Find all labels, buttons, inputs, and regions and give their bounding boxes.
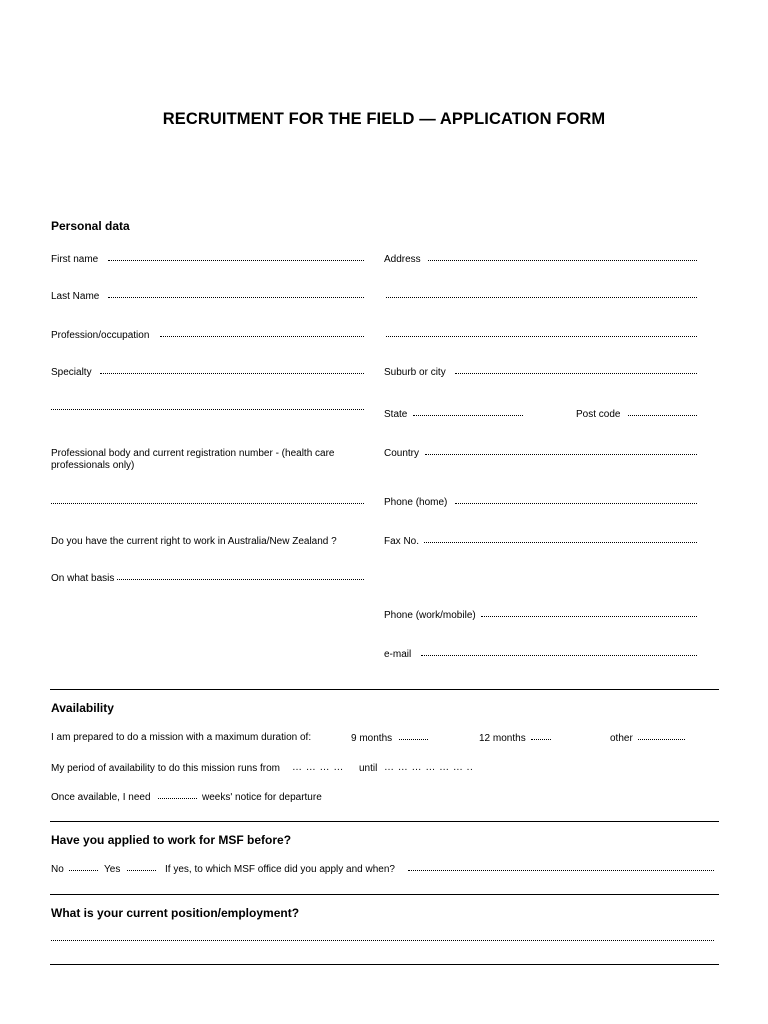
no-label: No	[51, 864, 64, 875]
on-what-basis-label: On what basis	[51, 573, 115, 584]
postcode-field[interactable]	[628, 415, 697, 416]
suburb-field[interactable]	[455, 373, 697, 374]
personal-data-heading: Personal data	[51, 219, 130, 233]
section-divider	[50, 964, 719, 965]
period-until-field[interactable]: … … … … … … ..	[384, 762, 474, 773]
first-name-field[interactable]	[108, 260, 364, 261]
address-field[interactable]	[428, 260, 697, 261]
mission-duration-label: I am prepared to do a mission with a maximum duration of:	[51, 732, 312, 743]
employment-heading: What is your current position/employment?	[51, 906, 300, 920]
right-to-work-label: Do you have the current right to work in Australia/New Zealand ?	[51, 536, 337, 547]
twelve-months-field[interactable]	[531, 739, 551, 740]
section-divider	[50, 821, 719, 822]
fax-label: Fax No.	[384, 536, 420, 547]
section-divider	[50, 894, 719, 895]
country-label: Country	[384, 448, 420, 459]
specialty-label: Specialty	[51, 367, 92, 378]
on-what-basis-field[interactable]	[117, 579, 364, 580]
nine-months-label: 9 months	[351, 733, 393, 744]
fax-field[interactable]	[424, 542, 697, 543]
address-label: Address	[384, 254, 421, 265]
nine-months-field[interactable]	[399, 739, 428, 740]
state-label: State	[384, 409, 408, 420]
until-label: until	[359, 763, 378, 774]
other-field[interactable]	[638, 739, 685, 740]
email-field[interactable]	[421, 655, 697, 656]
state-field[interactable]	[413, 415, 523, 416]
suburb-label: Suburb or city	[384, 367, 446, 378]
last-name-field[interactable]	[108, 297, 364, 298]
employment-field[interactable]	[51, 940, 714, 941]
profession-field[interactable]	[160, 336, 364, 337]
availability-heading: Availability	[51, 701, 114, 715]
phone-work-label: Phone (work/mobile)	[384, 610, 476, 621]
once-available-label: Once available, I need	[51, 792, 151, 803]
yes-field[interactable]	[127, 870, 156, 871]
professional-body-label: Professional body and current registration number - (health care professionals only)	[51, 448, 335, 471]
other-label: other	[610, 733, 633, 744]
phone-home-label: Phone (home)	[384, 497, 448, 508]
no-field[interactable]	[69, 870, 98, 871]
twelve-months-label: 12 months	[479, 733, 526, 744]
address-field-line-2[interactable]	[386, 297, 697, 298]
postcode-label: Post code	[576, 409, 621, 420]
period-from-field[interactable]: … … … …	[292, 762, 344, 773]
country-field[interactable]	[425, 454, 697, 455]
period-label: My period of availability to do this mission runs from	[51, 763, 280, 774]
professional-body-field[interactable]	[51, 503, 364, 504]
last-name-label: Last Name	[51, 291, 100, 302]
phone-home-field[interactable]	[455, 503, 697, 504]
which-office-field[interactable]	[408, 870, 714, 871]
specialty-field-line-2[interactable]	[51, 409, 364, 410]
section-divider	[50, 689, 719, 690]
specialty-field[interactable]	[100, 373, 364, 374]
page-title: RECRUITMENT FOR THE FIELD — APPLICATION FORM	[162, 110, 606, 128]
phone-work-field[interactable]	[481, 616, 697, 617]
msf-heading: Have you applied to work for MSF before?	[51, 833, 292, 847]
notice-weeks-field[interactable]	[158, 798, 197, 799]
notice-label: weeks' notice for departure	[202, 792, 322, 803]
profession-label: Profession/occupation	[51, 330, 150, 341]
which-office-label: If yes, to which MSF office did you apply and when?	[165, 864, 395, 875]
yes-label: Yes	[104, 864, 121, 875]
first-name-label: First name	[51, 254, 99, 265]
address-field-line-3[interactable]	[386, 336, 697, 337]
email-label: e-mail	[384, 649, 412, 660]
